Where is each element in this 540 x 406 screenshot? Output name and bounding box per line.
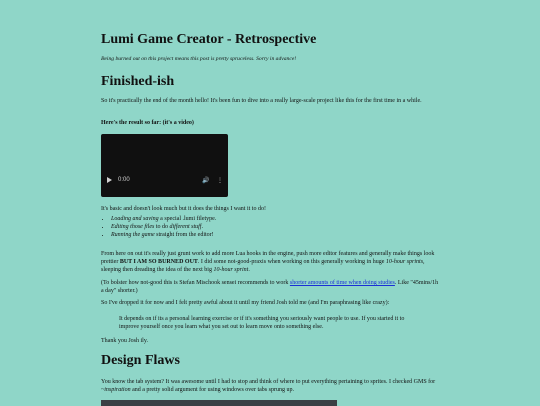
bolster-paragraph: (To bolster how not-good this is Stefan Mischook sensei recommends to work shorter amounts of time when doing studies. Like "45mins/1h a day" shorter.) xyxy=(101,280,439,294)
section-heading-finished: Finished-ish xyxy=(101,74,175,89)
list-item: • Loading and saving a special .lumi filetype. xyxy=(111,215,439,223)
volume-icon[interactable]: 🔊 xyxy=(202,177,210,184)
intro-paragraph: So it's practically the end of the month hello! It's been fun to dive into a really large-scale project like this for the first time in a while. xyxy=(101,98,422,104)
page-title: Lumi Game Creator - Retrospective xyxy=(101,32,317,47)
video-controls xyxy=(105,175,224,185)
list-item: • Running the game straight from the editor! xyxy=(111,231,439,239)
design-flaws-paragraph: You know the tab system? It was awesome until I had to stop and think of where to put everything pertaining to sprites. I checked GMS for ~inspiration and a pretty solid argument for using windows over tabs sprung up. xyxy=(101,379,436,393)
video-player[interactable] xyxy=(101,134,228,197)
thanks-paragraph: Thank you Josh ily. xyxy=(101,338,148,344)
quote-block: It depends on if its a personal learning exercise or if it's something you seriously want people to use. If you started it to improve yourself once you learn what you set out to learn move onto something else. xyxy=(119,316,405,330)
basic-note: It's basic and doesn't look much but it does the things I want it to do! xyxy=(101,206,266,212)
dropped-paragraph: So I've dropped it for now and I felt pretty awful about it until my friend Josh told me (and I'm paraphrasing like crazy): xyxy=(101,300,390,306)
video-time: 0:00 xyxy=(118,177,130,183)
embedded-media-top xyxy=(101,400,337,406)
subtitle: Being burned out on this project means this post is pretty spruceless. Sorry in advance! xyxy=(101,56,297,62)
section-heading-design-flaws: Design Flaws xyxy=(101,353,180,368)
burnout-paragraph: From here on out it's really just grunt work to add more Lua hooks in the engine, push more editor features and generally make things look prettier BUT I AM SO BURNED OUT. I did some not-good-praxis when working on this generally working in huge 10-hour sprints, sleeping then dreading the idea of the next big 10-hour sprint. xyxy=(101,251,435,273)
result-label: Here's the result so far: (it's a video) xyxy=(101,120,194,126)
play-icon[interactable] xyxy=(107,177,112,183)
feature-list xyxy=(101,215,439,239)
more-options-icon[interactable]: ⋮ xyxy=(217,177,223,184)
list-item: • Editing those files to do different stuff. xyxy=(111,223,439,231)
shorter-time-link[interactable]: shorter amounts of time when doing studies xyxy=(289,280,395,286)
